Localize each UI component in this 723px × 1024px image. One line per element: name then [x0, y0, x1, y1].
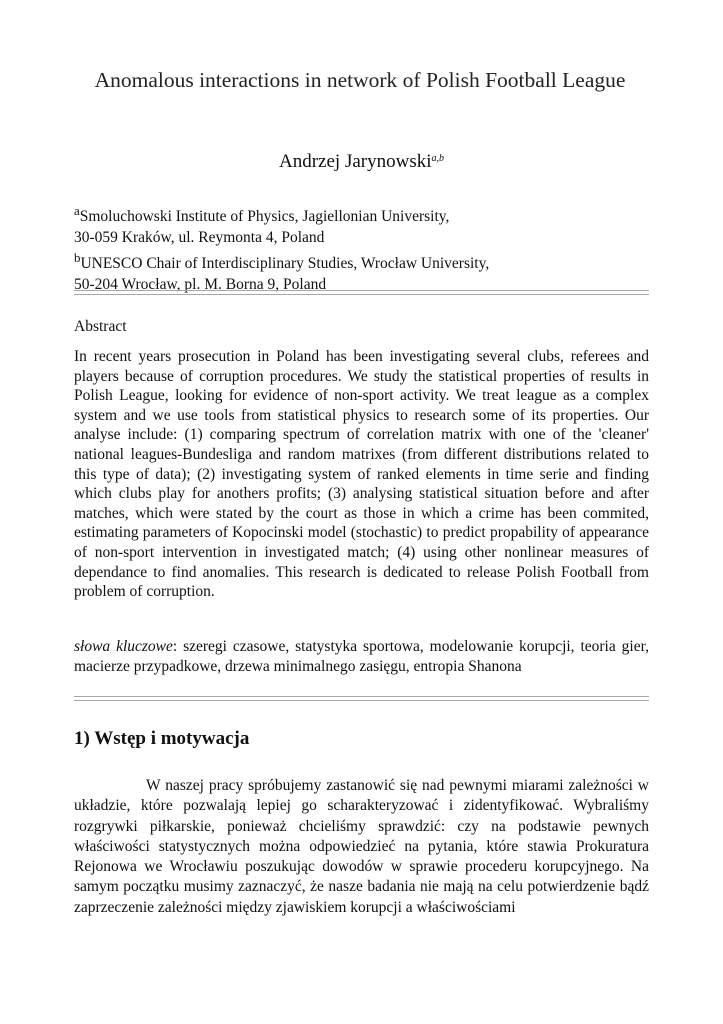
- abstract-text: In recent years prosecution in Poland has been investigating several clubs, referees and players because of corruption procedures. We study the statistical properties of results in Polish League, looking for evidence of non-sport activity. We treat league as a complex system and we use tools from statistical physics to research some of its properties. Our analyse include: (1) comparing spectrum of correlation matrix with one of the 'cleaner' national leagues-Bundesliga and random matrixes (from different distributions related to this type of data); (2) investigating system of ranked elements in time serie and finding which clubs play for anothers profits; (3) analysing statistical situation before and after matches, which were stated by the court as those in which a crime has been commited, estimating parameters of Kopocinski model (stochastic) to predict propability of appearance of non-sport intervention in investigated match; (4) using other nonlinear measures of dependance to find anomalies. This research is dedicated to release Polish Football from problem of corruption.: [74, 348, 649, 601]
- paper-title: Anomalous interactions in network of Polish Football League: [94, 68, 626, 92]
- affiliation-b-line2: 50-204 Wrocław, pl. M. Borna 9, Poland: [74, 275, 327, 293]
- affiliation-b-line1: $^b$UNESCO Chair of Interdisciplinary Studies, Wrocław University,: [74, 250, 490, 273]
- keywords-text: : szeregi czasowe, statystyka sportowa, modelowanie korupcji, teoria gier, macierze przypadkowe, drzewa minimalnego zasięgu, entropia Shanona: [74, 638, 649, 675]
- divider-top: [74, 290, 649, 295]
- affiliation-mark: b: [74, 250, 81, 266]
- keywords: [74, 637, 649, 676]
- author-line: [0, 150, 723, 174]
- section-body-text: W naszej pracy spróbujemy zastanowić się nad pewnymi miarami zależności w układzie, które pozwalają lepiej go scharakteryzować i zidentyfikować. Wybraliśmy rozgrywki piłkarskie, ponieważ chcieliśmy sprawdzić: czy na podstawie pewnych właściwości statystycznych można odpowiedzieć na pytania, które stawia Prokuratura Rejonowa we Wrocławiu poszukując dowodów w sprawie procederu korupcyjnego. Na samym początku musimy zaznaczyć, że nasze badania nie mają na celu potwierdzenie bądź zaprzeczenie zależności między zjawiskiem korupcji a właściwościami: [74, 777, 649, 916]
- affiliation-mark: a: [74, 203, 80, 218]
- affiliation-a-line2: 30-059 Kraków, ul. Reymonta 4, Poland: [74, 228, 325, 246]
- author-name: Andrzej Jarynowski: [279, 151, 432, 172]
- divider-bottom: [74, 696, 649, 701]
- author-affiliation-marks: a,b: [431, 153, 444, 164]
- affiliation-a-line1: $^a$Smoluchowski Institute of Physics, Jagiellonian University,: [74, 203, 450, 226]
- section-title: 1) Wstęp i motywacja: [74, 728, 250, 749]
- keywords-label: słowa kluczowe: [74, 638, 173, 655]
- affiliations: [74, 201, 654, 295]
- abstract-heading: Abstract: [74, 318, 127, 335]
